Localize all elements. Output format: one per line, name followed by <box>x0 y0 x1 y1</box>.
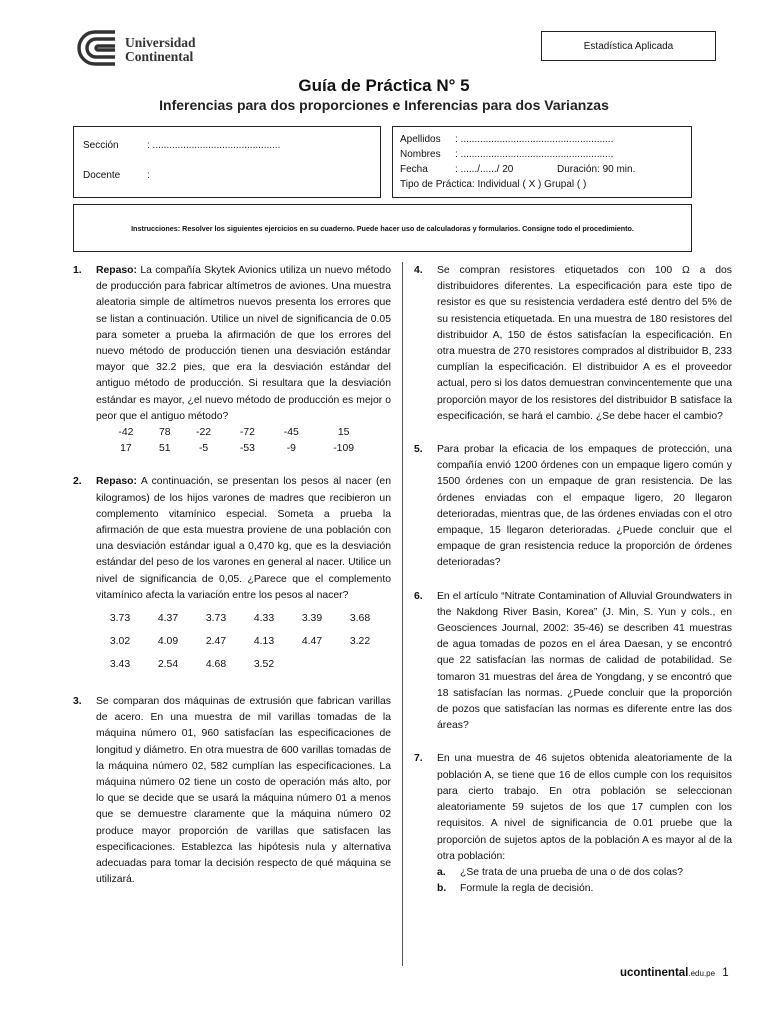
sub-item-text: Formule la regla de decisión. <box>460 883 594 895</box>
value-cell: 3.52 <box>253 659 275 671</box>
question-number: 7. <box>414 753 423 765</box>
page-footer <box>620 967 729 979</box>
values-row <box>96 631 384 654</box>
value-cell: -45 <box>283 427 299 439</box>
university-line2: Continental <box>125 49 194 64</box>
value-cell: -72 <box>239 427 255 439</box>
question-number: 1. <box>73 265 82 276</box>
sub-item-a <box>437 865 732 881</box>
value-cell: 3.73 <box>205 613 227 625</box>
apellidos-label: Apellidos <box>400 134 441 145</box>
fecha-field[interactable]: : ....../....../ 20 <box>455 164 514 175</box>
question-text: Se compran resistores etiquetados con 100 Ω a dos distribuidores diferentes. La especificación para este tipo de resistor es que su resistencia verdadera esté dentro del 5% de su resistencia etiquetada. En una muestra de 180 resistores del distribuidor A, 150 de éstos satisfacían la especificación. En otra muestra de 270 resistores comprados al distribuidor B, 233 cumplían la especificación. El distribuidor A es el proveedor actual, pero si los datos demuestran convincentemente que una proporción mayor de los resistores del distribuidor B satisface la especificación, se hará el cambio. ¿Se debe hacer el cambio? <box>437 265 732 422</box>
question-text: En una muestra de 46 sujetos obtenida aleatoriamente de la población A, se tiene que 16 de ellos cumple con los requisitos para cierto trabajo. En otra población se seleccionan aleatoriamente 59 sujetos de los que 17 cumplen con los requisitos. A nivel de significancia de 0.01 pruebe que la proporción de sujetos aptos de la población A es mayor al de la otra población: <box>437 753 732 862</box>
value-cell: 4.47 <box>301 636 323 648</box>
question-number: 4. <box>414 265 423 276</box>
value-cell: 4.33 <box>253 613 275 625</box>
course-name-box: Estadística Aplicada <box>541 31 716 61</box>
value-cell: 4.09 <box>157 636 179 648</box>
question-text: La compañía Skytek Avionics utiliza un nuevo método de producción para fabricar altímetros de aviones. Una muestra aleatoria simple de altímetros nuevos presenta los errores que se listan a continuación. Utilice un nivel de significancia de 0.05 para someter a prueba la afirmación de que los errores del nuevo método de producción tienen una desviación estándar mayor que 32.2 pies, que era la desviación estándar del antiguo método de producción. Si resultara que la desviación estándar es mayor, ¿el nuevo método de producción es mejor o peor que el antiguo método? <box>96 265 391 422</box>
docente-label: Docente <box>83 170 121 181</box>
question-3 <box>73 694 391 888</box>
university-name <box>125 36 196 64</box>
apellidos-field[interactable]: : ....................................................... <box>455 134 614 145</box>
nombres-field[interactable]: : ....................................................... <box>455 149 614 160</box>
value-cell: 3.43 <box>109 659 131 671</box>
value-cell: 4.68 <box>205 659 227 671</box>
tipo-practica-text: Tipo de Práctica: Individual ( X ) Grupal ( ) <box>400 179 587 190</box>
question-6 <box>414 589 732 735</box>
question-number: 2. <box>73 476 82 488</box>
values-table <box>96 608 384 677</box>
question-1 <box>73 263 391 457</box>
values-row <box>104 441 374 457</box>
column-divider <box>402 262 403 966</box>
question-7 <box>414 751 732 897</box>
values-row <box>96 654 384 677</box>
question-2 <box>73 474 391 677</box>
instructions-box: Instrucciones: Resolver los siguientes ejercicios en su cuaderno. Puede hacer uso de calculadoras y formularios. Consigne todo el procedimiento. <box>73 204 692 252</box>
sub-item-b <box>437 881 732 897</box>
section-teacher-box <box>73 126 381 198</box>
page-number: 1 <box>722 967 729 979</box>
value-cell: 15 <box>337 427 350 439</box>
values-row <box>96 608 384 631</box>
university-line1: Universidad <box>125 35 196 50</box>
value-cell: 51 <box>158 443 171 455</box>
question-number: 3. <box>73 696 82 708</box>
footer-domain: .edu.pe <box>688 969 716 978</box>
value-cell: 2.47 <box>205 636 227 648</box>
question-4 <box>414 263 732 425</box>
value-cell: 2.54 <box>157 659 179 671</box>
right-column <box>414 263 732 897</box>
value-cell: -53 <box>239 443 255 455</box>
value-cell: 4.37 <box>157 613 179 625</box>
value-cell: -5 <box>198 443 209 455</box>
value-cell: 3.68 <box>349 613 371 625</box>
question-text: Se comparan dos máquinas de extrusión que fabrican varillas de acero. En una muestra de mil varillas tomadas de la máquina número 01, 960 satisfacían las especificaciones de longitud y diámetro. En otra muestra de 600 varillas tomadas de la máquina número 02, 582 cumplían las especificaciones. La máquina número 02 tiene un costo de operación más alto, por lo que se decide que se usará la máquina número 01 a menos que se demuestre claramente que la máquina número 02 produce mayor proporción de varillas que satisfacen las especificaciones. Establezca las hipótesis nula y alternativa adecuadas para tomar la decisión respecto de qué máquina se utilizará. <box>96 696 391 886</box>
value-cell: 3.02 <box>109 636 131 648</box>
duracion-text: Duración: 90 min. <box>557 164 636 175</box>
value-cell: 3.39 <box>301 613 323 625</box>
sub-item-text: ¿Se trata de una prueba de una o de dos colas? <box>460 866 683 878</box>
question-text: Para probar la eficacia de los empaques de protección, una compañía envió 1200 órdenes con un empaque ligero común y 1500 órdenes con un empaque de gran resistencia. De las órdenes enviadas con el empaque ligero, 20 llegaron deterioradas, mientras que, de las órdenes enviadas con el otro empaque, 15 llegaron deterioradas. ¿Puede concluir que el empaque de gran resistencia reduce la proporción de órdenes deterioradas? <box>437 444 732 569</box>
student-info-box <box>392 126 692 198</box>
sub-item-label: a. <box>437 866 446 878</box>
question-text: En el artículo “Nitrate Contamination of Alluvial Groundwaters in the Nakdong River Basin, Korea” (J. Min, S. Yun y cols., en Geosciences Journal, 2002: 35-46) se describen 41 muestras de agua tomadas de pozos en el área Daesan, y se encontró que 22 satisfacían las normas de calidad de potabilidad. Se tomaron 31 muestras del área de Yongdang, y se encontró que 18 satisfacían las normas. ¿Puede concluir que la proporción de pozos que satisfacían las normas es diferente entre las dos áreas? <box>437 590 732 732</box>
docente-field[interactable]: : <box>147 170 150 181</box>
nombres-label: Nombres <box>400 149 441 160</box>
value-cell: -22 <box>196 427 212 439</box>
seccion-label: Sección <box>83 140 119 151</box>
value-cell: -109 <box>333 443 355 455</box>
page-subtitle: Inferencias para dos proporciones e Inferencias para dos Varianzas <box>159 97 609 113</box>
value-cell: -42 <box>118 427 134 439</box>
value-cell: 3.73 <box>109 613 131 625</box>
question-5 <box>414 442 732 572</box>
sub-item-label: b. <box>437 883 447 895</box>
values-table <box>104 425 374 457</box>
values-row <box>104 425 374 441</box>
left-column <box>73 263 391 889</box>
seccion-field[interactable]: : .............................................. <box>147 140 281 151</box>
question-text: A continuación, se presentan los pesos al nacer (en kilogramos) de los hijos varones de madres que recibieron un complemento vitamínico especial. Someta a prueba la afirmación de que esta muestra proviene de una población con una desviación estándar igual a 0,470 kg, que es la desviación estándar del peso de los varones en general al nacer. Utilice un nivel de significancia de 0,05. ¿Parece que el complemento vitamínico afecta la variación entre los pesos al nacer? <box>96 476 391 601</box>
question-number: 6. <box>414 590 423 602</box>
value-cell: 4.13 <box>253 636 275 648</box>
question-number: 5. <box>414 444 423 456</box>
footer-brand: ucontinental <box>620 967 689 979</box>
value-cell: 3.22 <box>349 636 371 648</box>
page-title: Guía de Práctica N° 5 <box>298 76 470 95</box>
value-cell: 17 <box>120 443 132 455</box>
value-cell: -9 <box>286 443 296 455</box>
question-lead: Repaso: <box>96 265 137 276</box>
fecha-label: Fecha <box>400 164 428 175</box>
value-cell: 78 <box>158 427 171 439</box>
question-lead: Repaso: <box>96 476 137 488</box>
